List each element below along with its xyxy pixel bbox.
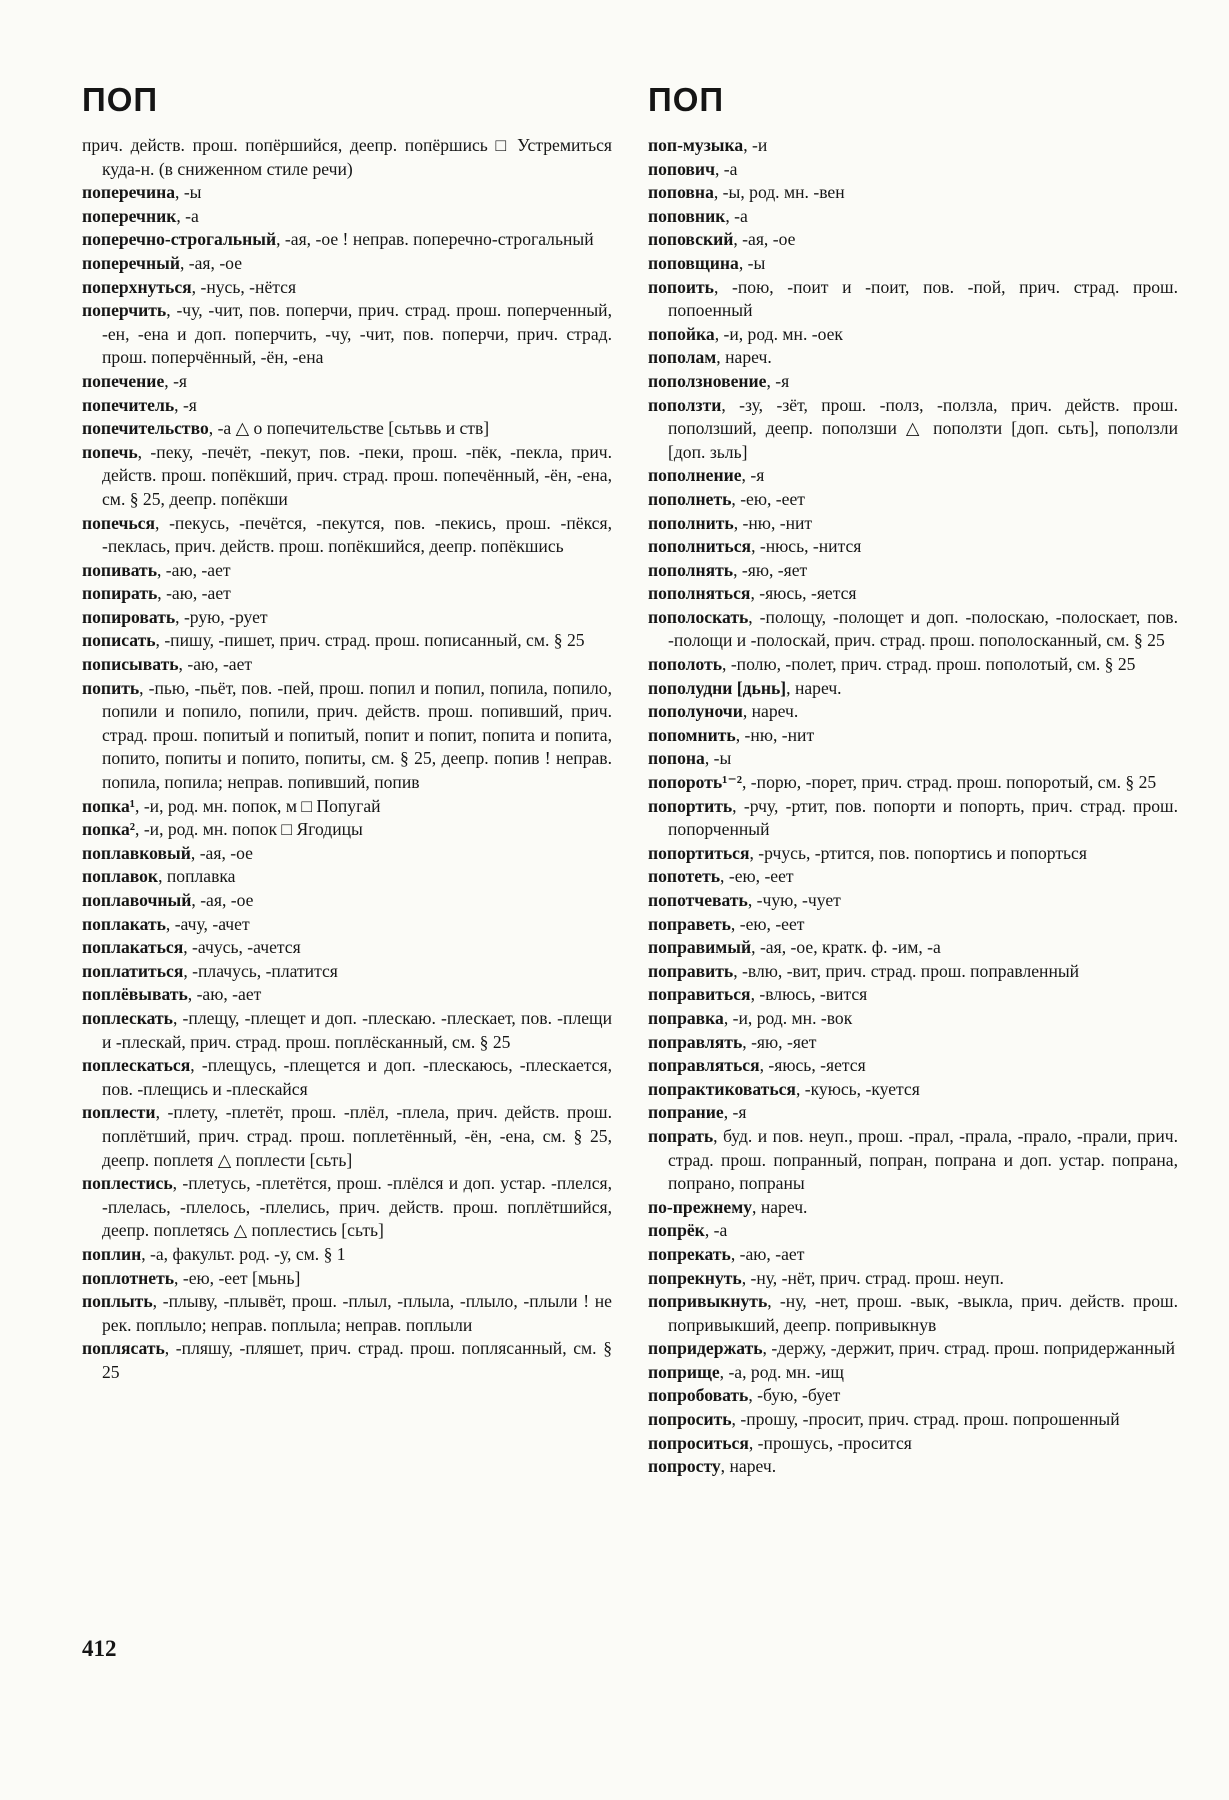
dictionary-entry: поправиться, -влюсь, -вится <box>648 984 868 1005</box>
dictionary-entry: попороть¹⁻², -порю, -порет, прич. страд. прош. попоротый, см. § 25 <box>648 772 1157 793</box>
dictionary-entry: пописывать, -аю, -ает <box>82 654 253 675</box>
dictionary-entry: поплясать, -пляшу, -пляшет, прич. страд. прош. поплясанный, см. § 25 <box>82 1338 612 1382</box>
dictionary-entry: пополоскать, -полощу, -полощет и доп. -полоскаю, -полоскает, пов. -полощи и -полоскай, прич. страд. прош. пополосканный, см. § 25 <box>648 606 1178 651</box>
dictionary-entry: пополнение, -я <box>648 465 765 486</box>
dictionary-entry: поплескаться, -плещусь, -плещется и доп. -плескаюсь, -плескается, пов. -плещись и -плескайся <box>82 1055 612 1099</box>
dictionary-entry: поползновение, -я <box>648 370 790 391</box>
dictionary-entry: поповский, -ая, -ое <box>648 229 796 250</box>
dictionary-entry: поп-музыка, -и <box>648 135 768 155</box>
dictionary-entry: поправеть, -ею, -еет <box>648 913 805 934</box>
dictionary-entry: пополнить, -ню, -нит <box>648 512 813 533</box>
dictionary-entry: поповник, -а <box>648 205 748 226</box>
dictionary-entry: поповна, -ы, род. мн. -вен <box>648 182 845 203</box>
dictionary-entry: поправка, -и, род. мн. -вок <box>648 1007 853 1028</box>
dictionary-entry: попечь, -пеку, -печёт, -пекут, пов. -пеки, прош. -пёк, -пекла, прич. действ. прош. попёкший, прич. страд. прош. попечённый, -ён, -ена, см. § 25, деепр. попёкши <box>82 441 612 509</box>
dictionary-entry: попрать, буд. и пов. неуп., прош. -прал, -прала, -прало, -прали, прич. страд. прош. попранный, попран, попрана и доп. устар. попрана, попрано, попраны <box>648 1125 1178 1194</box>
dictionary-entry: поправлять, -яю, -яет <box>648 1031 817 1052</box>
dictionary-entry: поплавок, поплавка <box>82 866 236 887</box>
dictionary-entry: поплескать, -плещу, -плещет и доп. -плескаю. -плескает, пов. -плещи и -плескай, прич. страд. прош. поплёсканный, см. § 25 <box>82 1007 612 1052</box>
dictionary-entry: поперечно-строгальный, -ая, -ое ! неправ. поперечно-строгальный <box>82 229 594 250</box>
dictionary-entry: попечитель, -я <box>82 394 197 415</box>
dictionary-entry: поплатиться, -плачусь, -платится <box>82 960 338 981</box>
dictionary-entry: попроситься, -прошусь, -просится <box>648 1432 912 1453</box>
dictionary-entry: поплавочный, -ая, -ое <box>82 890 254 910</box>
dictionary-entry: попка², -и, род. мн. попок □ Ягодицы <box>82 819 363 840</box>
page-number: 412 <box>82 1636 117 1661</box>
dictionary-entry: попридержать, -держу, -держит, прич. страд. прош. попридержанный <box>648 1338 1176 1359</box>
dictionary-entry: попивать, -аю, -ает <box>82 559 231 580</box>
dictionary-entry: поправимый, -ая, -ое, кратк. ф. -им, -а <box>648 937 941 958</box>
dictionary-entry: пополняться, -яюсь, -яется <box>648 583 857 604</box>
dictionary-entry: поплёвывать, -аю, -ает <box>82 984 262 1005</box>
dictionary-entry: пополнять, -яю, -яет <box>648 559 808 580</box>
dictionary-entry: попортиться, -рчусь, -ртится, пов. попортись и попорться <box>648 842 1087 863</box>
dictionary-entry: поплакаться, -ачусь, -ачется <box>82 937 301 958</box>
dictionary-entry: попросту, нареч. <box>648 1456 777 1477</box>
dictionary-entry: попрекнуть, -ну, -нёт, прич. страд. прош. неуп. <box>648 1267 1004 1288</box>
dictionary-entry: поплестись, -плетусь, -плетётся, прош. -плёлся и доп. устар. -плелся, -плелась, -плелось, -плелись, прич. действ. прош. поплётшийся, деепр. поплетясь △ поплестись [сьть] <box>82 1173 612 1241</box>
dictionary-entry: поплавковый, -ая, -ое <box>82 842 253 863</box>
dictionary-entry: по-прежнему, нареч. <box>648 1196 808 1217</box>
entry-list-right <box>648 134 1178 1479</box>
dictionary-entry: пополам, нареч. <box>648 347 772 368</box>
dictionary-entry: поправляться, -яюсь, -яется <box>648 1055 866 1076</box>
dictionary-entry: поповщина, -ы <box>648 252 766 273</box>
dictionary-entry: попрёк, -а <box>648 1220 728 1241</box>
dictionary-entry: попотчевать, -чую, -чует <box>648 890 841 910</box>
dictionary-entry: пописать, -пишу, -пишет, прич. страд. прош. пописанный, см. § 25 <box>82 630 585 651</box>
dictionary-entry: поперечина, -ы <box>82 182 202 203</box>
dictionary-entry: попоить, -пою, -поит и -поит, пов. -пой, прич. страд. прош. попоенный <box>648 276 1178 321</box>
running-header-left: ПОП <box>82 81 159 118</box>
dictionary-entry: поперчить, -чу, -чит, пов. поперчи, прич. страд. прош. поперченный, -ен, -ена и доп. поперчить, -чу, -чит, пов. поперчи, прич. страд. прош. поперчённый, -ён, -ена <box>82 300 612 368</box>
dictionary-entry: попортить, -рчу, -ртит, пов. попорти и попорть, прич. страд. прош. попорченный <box>648 795 1178 840</box>
dictionary-entry: пополоть, -полю, -полет, прич. страд. прош. пополотый, см. § 25 <box>648 654 1136 675</box>
dictionary-entry: поползти, -зу, -зёт, прош. -полз, -ползла, прич. действ. прош. поползший, деепр. поползши △ поползти [доп. сьть], поползли [доп. зьль] <box>648 394 1178 462</box>
dictionary-entry: поприще, -а, род. мн. -ищ <box>648 1361 844 1382</box>
dictionary-entry: пополниться, -нюсь, -нится <box>648 536 862 557</box>
dictionary-entry: попросить, -прошу, -просит, прич. страд. прош. попрошенный <box>648 1409 1120 1430</box>
dictionary-entry: попечительство, -а △ о попечительстве [сьтьвь и ств] <box>82 418 490 439</box>
dictionary-entry: прич. действ. прош. попёршийся, деепр. попёршись □ Устремиться куда-н. (в сниженном стиле речи) <box>82 135 612 179</box>
dictionary-entry: поправить, -влю, -вит, прич. страд. прош. поправленный <box>648 960 1080 981</box>
dictionary-entry: попотеть, -ею, -еет <box>648 866 794 887</box>
dictionary-entry: попович, -а <box>648 158 738 179</box>
dictionary-entry: пополнеть, -ею, -еет <box>648 488 805 509</box>
dictionary-entry: попрактиковаться, -куюсь, -куется <box>648 1078 920 1099</box>
dictionary-entry: попка¹, -и, род. мн. попок, м □ Попугай <box>82 795 381 816</box>
dictionary-entry: попривыкнуть, -ну, -нет, прош. -вык, -выкла, прич. действ. прош. попривыкший, деепр. попривыкнув <box>648 1291 1178 1335</box>
dictionary-entry: поплыть, -плыву, -плывёт, прош. -плыл, -плыла, -плыло, -плыли ! не рек. поплыло; неправ. поплыла; неправ. поплыли <box>82 1291 612 1335</box>
dictionary-entry: поперхнуться, -нусь, -нётся <box>82 276 297 297</box>
right-column <box>648 80 1178 1479</box>
dictionary-entry: пополудни [дьнь], нареч. <box>648 677 842 698</box>
dictionary-entry: поплин, -а, факульт. род. -у, см. § 1 <box>82 1243 346 1264</box>
dictionary-entry: поплакать, -ачу, -ачет <box>82 913 250 934</box>
dictionary-entry: попомнить, -ню, -нит <box>648 724 815 745</box>
dictionary-entry: поплотнеть, -ею, -еет [мьнь] <box>82 1267 301 1288</box>
dictionary-entry: попрекать, -аю, -ает <box>648 1243 805 1264</box>
dictionary-entry: попробовать, -бую, -бует <box>648 1385 841 1406</box>
dictionary-entry: попрание, -я <box>648 1102 747 1123</box>
dictionary-entry: пополуночи, нареч. <box>648 701 799 722</box>
dictionary-entry: попойка, -и, род. мн. -оек <box>648 323 843 344</box>
dictionary-entry: поплести, -плету, -плетёт, прош. -плёл, -плела, прич. действ. прош. поплётший, прич. страд. прош. поплетённый, -ён, -ена, см. § 25, деепр. поплетя △ поплести [сьть] <box>82 1102 612 1170</box>
dictionary-entry: попечение, -я <box>82 370 188 391</box>
dictionary-entry: попить, -пью, -пьёт, пов. -пей, прош. попил и попил, попила, попило, попили и попило, попили, прич. действ. прош. попивший, прич. страд. прош. попитый и попитый, попит и попит, попита и попита, попито, попиты и попито, попиты, см. § 25, деепр. попив ! неправ. попила, попила; неправ. попивший, попив <box>82 677 612 793</box>
entry-list-left <box>82 134 612 1384</box>
dictionary-entry: поперечник, -а <box>82 205 199 226</box>
dictionary-entry: попировать, -рую, -рует <box>82 606 268 627</box>
running-header-right: ПОП <box>648 81 725 118</box>
dictionary-entry: попона, -ы <box>648 748 732 769</box>
left-column <box>82 80 612 1384</box>
dictionary-entry: поперечный, -ая, -ое <box>82 252 243 273</box>
dictionary-entry: попирать, -аю, -ает <box>82 583 231 604</box>
dictionary-entry: попечься, -пекусь, -печётся, -пекутся, пов. -пекись, прош. -пёкся, -пеклась, прич. действ. прош. попёкшийся, деепр. попёкшись <box>82 512 612 557</box>
